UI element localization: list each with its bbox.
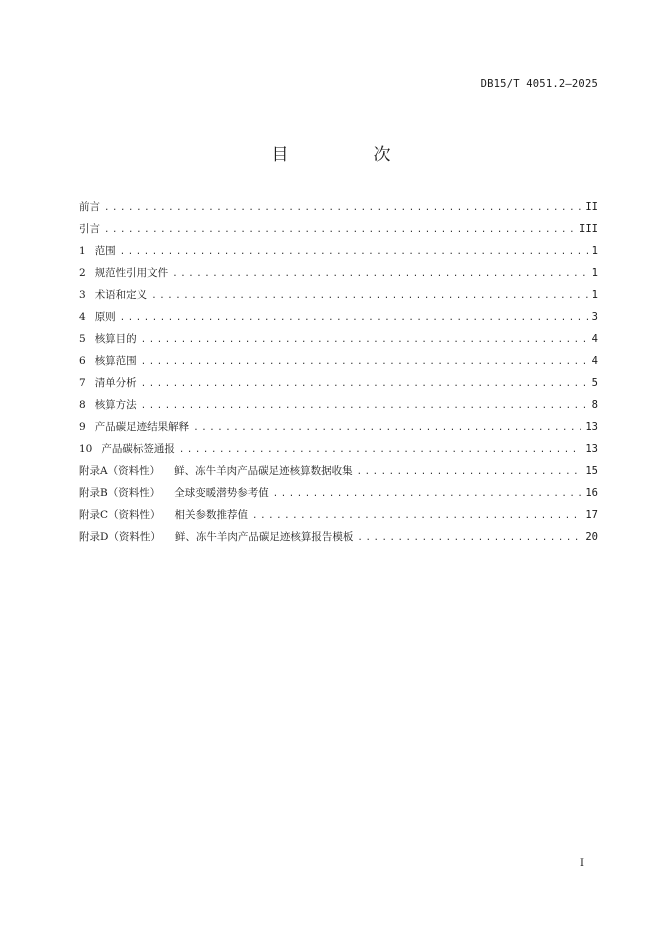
- toc-entry-number: 7: [79, 377, 86, 389]
- toc-appendix-title: 鲜、冻牛羊肉产品碳足迹核算数据收集: [174, 465, 353, 477]
- toc-entry-introduction[interactable]: [79, 221, 598, 243]
- toc-entry-9[interactable]: [79, 419, 598, 441]
- toc-leader-dots: [104, 225, 575, 235]
- toc-entry-page: 8: [591, 399, 598, 411]
- toc-entry-page: 3: [591, 311, 598, 323]
- toc-appendix-title: 全球变暖潜势参考值: [174, 487, 269, 499]
- toc-entry-number: 5: [79, 333, 86, 345]
- toc-entry-label: 核算方法: [94, 399, 137, 411]
- toc-entry-label: 清单分析: [94, 377, 137, 389]
- toc-leader-dots: [104, 203, 581, 213]
- toc-leader-dots: [141, 357, 588, 367]
- table-of-contents: [79, 199, 598, 551]
- toc-entry-label: 术语和定义: [94, 289, 148, 301]
- toc-appendix-title: 相关参数推荐值: [174, 509, 249, 521]
- toc-leader-dots: [172, 269, 587, 279]
- toc-entry-page: 1: [591, 289, 598, 301]
- toc-entry-label: 核算目的: [94, 333, 137, 345]
- toc-entry-page: 5: [591, 377, 598, 389]
- toc-entry-appendix-c[interactable]: [79, 507, 598, 529]
- toc-appendix-label: 附录D（资料性）: [79, 531, 161, 543]
- toc-entry-8[interactable]: [79, 397, 598, 419]
- toc-entry-7[interactable]: [79, 375, 598, 397]
- toc-leader-dots: [193, 423, 581, 433]
- toc-entry-page: 17: [585, 509, 598, 521]
- toc-leader-dots: [120, 247, 588, 257]
- toc-entry-page: 20: [585, 531, 598, 543]
- toc-appendix-title: 鲜、冻牛羊肉产品碳足迹核算报告模板: [174, 531, 354, 543]
- toc-entry-page: 1: [591, 267, 598, 279]
- toc-leader-dots: [141, 335, 588, 345]
- toc-entry-page: 4: [591, 333, 598, 345]
- toc-entry-foreword[interactable]: [79, 199, 598, 221]
- toc-leader-dots: [120, 313, 588, 323]
- toc-entry-label: 产品碳标签通报: [101, 443, 175, 455]
- toc-entry-label: 原则: [94, 311, 116, 323]
- toc-entry-label: 核算范围: [94, 355, 137, 367]
- toc-entry-appendix-a[interactable]: [79, 463, 598, 485]
- toc-entry-number: 3: [79, 289, 86, 301]
- toc-entry-label: 范围: [94, 245, 116, 257]
- toc-entry-label: 产品碳足迹结果解释: [94, 421, 190, 433]
- toc-leader-dots: [179, 445, 581, 455]
- toc-entry-number: 6: [79, 355, 86, 367]
- toc-leader-dots: [252, 511, 581, 521]
- toc-entry-page: II: [585, 201, 598, 213]
- toc-entry-2[interactable]: [79, 265, 598, 287]
- toc-entry-number: 1: [79, 245, 86, 257]
- toc-entry-label: 前言: [79, 201, 100, 213]
- toc-leader-dots: [357, 533, 581, 543]
- toc-entry-number: 4: [79, 311, 86, 323]
- toc-appendix-label: 附录C（资料性）: [79, 509, 161, 521]
- standard-code: DB15/T 4051.2—2025: [480, 78, 598, 90]
- toc-leader-dots: [151, 291, 587, 301]
- toc-entry-appendix-d[interactable]: [79, 529, 598, 551]
- toc-entry-label: 引言: [79, 223, 100, 235]
- toc-entry-page: 13: [585, 421, 598, 433]
- toc-entry-10[interactable]: [79, 441, 598, 463]
- toc-entry-number: 9: [79, 421, 86, 433]
- toc-entry-page: 13: [585, 443, 598, 455]
- toc-appendix-label: 附录A（资料性）: [79, 465, 161, 477]
- toc-appendix-label: 附录B（资料性）: [79, 487, 161, 499]
- toc-entry-page: 16: [585, 487, 598, 499]
- toc-entry-page: 4: [591, 355, 598, 367]
- toc-leader-dots: [273, 489, 582, 499]
- toc-entry-page: 15: [585, 465, 598, 477]
- toc-leader-dots: [357, 467, 582, 477]
- toc-leader-dots: [141, 401, 588, 411]
- page-title: 目 次: [271, 145, 425, 165]
- toc-entry-number: 2: [79, 267, 86, 279]
- toc-entry-6[interactable]: [79, 353, 598, 375]
- toc-entry-appendix-b[interactable]: [79, 485, 598, 507]
- toc-entry-1[interactable]: [79, 243, 598, 265]
- toc-entry-number: 8: [79, 399, 86, 411]
- toc-entry-page: III: [579, 223, 598, 235]
- toc-entry-4[interactable]: [79, 309, 598, 331]
- toc-entry-number: 10: [79, 443, 93, 455]
- toc-leader-dots: [141, 379, 588, 389]
- toc-entry-page: 1: [591, 245, 598, 257]
- toc-entry-5[interactable]: [79, 331, 598, 353]
- toc-entry-label: 规范性引用文件: [94, 267, 169, 279]
- page-number: I: [580, 858, 584, 869]
- toc-entry-3[interactable]: [79, 287, 598, 309]
